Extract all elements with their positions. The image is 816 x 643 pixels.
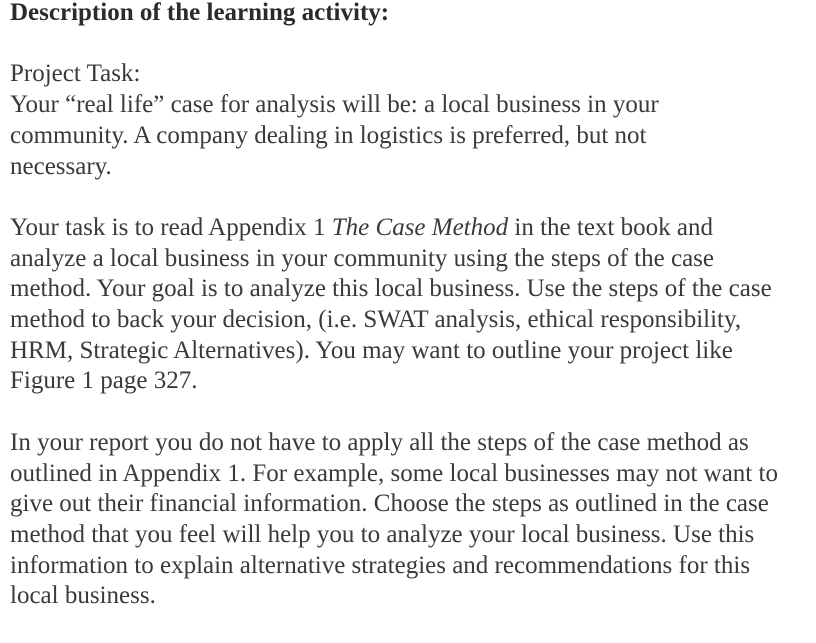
spacer: [10, 29, 810, 60]
task-paragraph: [10, 213, 780, 397]
spacer: [10, 397, 810, 428]
spacer: [10, 182, 810, 213]
project-task-label: Project Task:: [10, 60, 141, 88]
book-appendix-title: The Case Method: [331, 213, 509, 241]
document-body: [10, 0, 810, 612]
activity-heading: Description of the learning activity:: [10, 0, 390, 26]
case-description-paragraph: Your “real life” case for analysis will be: a local business in your community. A company dealing in logistics is preferred, but not necessary.: [10, 91, 659, 180]
task-text-start: Your task is to read Appendix 1: [10, 213, 332, 241]
report-instructions-paragraph: In your report you do not have to apply all the steps of the case method as outlined in Appendix 1. For example, some local businesses may not want to give out their financial information. Choose the steps as outlined in the case method that you feel will help you to analyze your local business. Use this information to explain alternative strategies and recommendations for this local business.: [10, 428, 778, 610]
task-text-rest: in the text book and analyze a local business in your community using the steps of the case method. Your goal is to analyze this local business. Use the steps of the case method to back your decision, (i.e. SWAT analysis, ethical responsibility, HRM, Strategic Alternatives). You may want to outline your project like Figure 1 page 327.: [10, 213, 772, 395]
